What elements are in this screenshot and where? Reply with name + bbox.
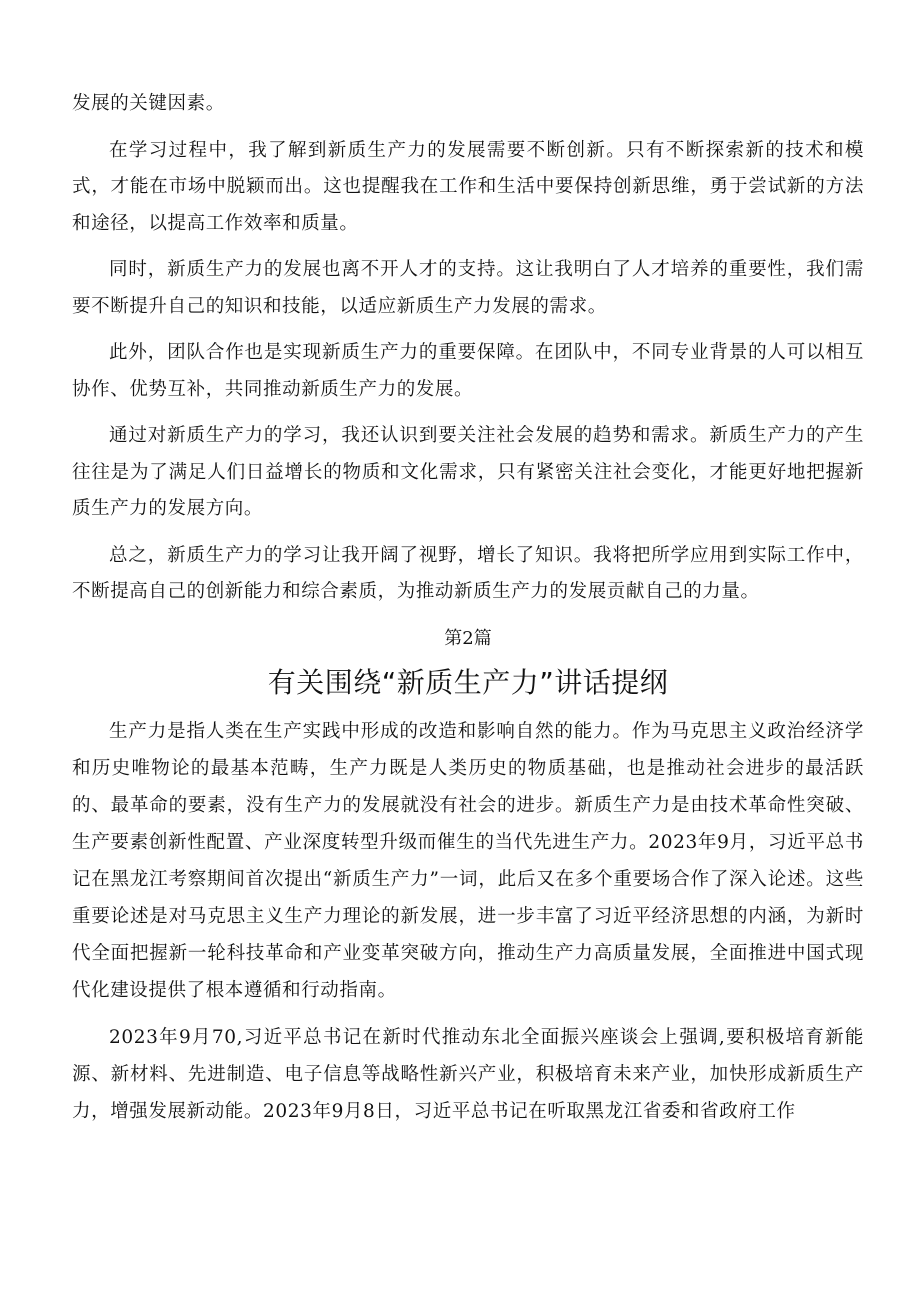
document-page (72, 86, 864, 1140)
paragraph-8: 2023年9月70,习近平总书记在新时代推动东北全面振兴座谈会上强调,要积极培育新能源、新材料、先进制造、电子信息等战略性新兴产业，积极培育未来产业，加快形成新质生产力，增强发展新动能。2023年9月8日，习近平总书记在听取黑龙江省委和省政府工作 (72, 1026, 864, 1122)
paragraph-3: 同时，新质生产力的发展也离不开人才的支持。这让我明白了人才培养的重要性，我们需要不断提升自己的知识和技能，以适应新质生产力发展的需求。 (72, 259, 864, 317)
essay-section-2 (72, 713, 864, 1130)
paragraph-2: 在学习过程中，我了解到新质生产力的发展需要不断创新。只有不断探索新的技术和模式，才能在市场中脱颖而出。这也提醒我在工作和生活中要保持创新思维，勇于尝试新的方法和途径，以提高工作效率和质量。 (72, 139, 864, 234)
paragraph-5: 通过对新质生产力的学习，我还认识到要关注社会发展的趋势和需求。新质生产力的产生往往是为了满足人们日益增长的物质和文化需求，只有紧密关注社会变化，才能更好地把握新质生产力的发展方向。 (72, 425, 864, 519)
paragraph-4: 此外，团队合作也是实现新质生产力的重要保障。在团队中，不同专业背景的人可以相互协作、优势互补，共同推动新质生产力的发展。 (72, 342, 864, 400)
paragraph-6: 总之，新质生产力的学习让我开阔了视野，增长了知识。我将把所学应用到实际工作中，不断提高自己的创新能力和综合素质，为推动新质生产力的发展贡献自己的力量。 (72, 544, 864, 602)
paragraph-7: 生产力是指人类在生产实践中形成的改造和影响自然的能力。作为马克思主义政治经济学和历史唯物论的最基本范畴，生产力既是人类历史的物质基础，也是推动社会进步的最活跃的、最革命的要素，没有生产力的发展就没有社会的进步。新质生产力是由技术革命性突破、生产要素创新性配置、产业深度转型升级而催生的当代先进生产力。2023年9月，习近平总书记在黑龙江考察期间首次提出“新质生产力”一词，此后又在多个重要场合作了深入论述。这些重要论述是对马克思主义生产力理论的新发展，进一步丰富了习近平经济思想的内涵，为新时代全面把握新一轮科技革命和产业变革突破方向，推动生产力高质量发展，全面推进中国式现代化建设提供了根本遵循和行动指南。 (72, 720, 864, 1001)
essay-section-1 (72, 86, 864, 611)
section-number-label: 第2篇 (444, 627, 492, 649)
document-title: 有关围绕“新质生产力”讲话提纲 (267, 665, 669, 699)
paragraph-1: 发展的关键因素。 (72, 93, 225, 114)
